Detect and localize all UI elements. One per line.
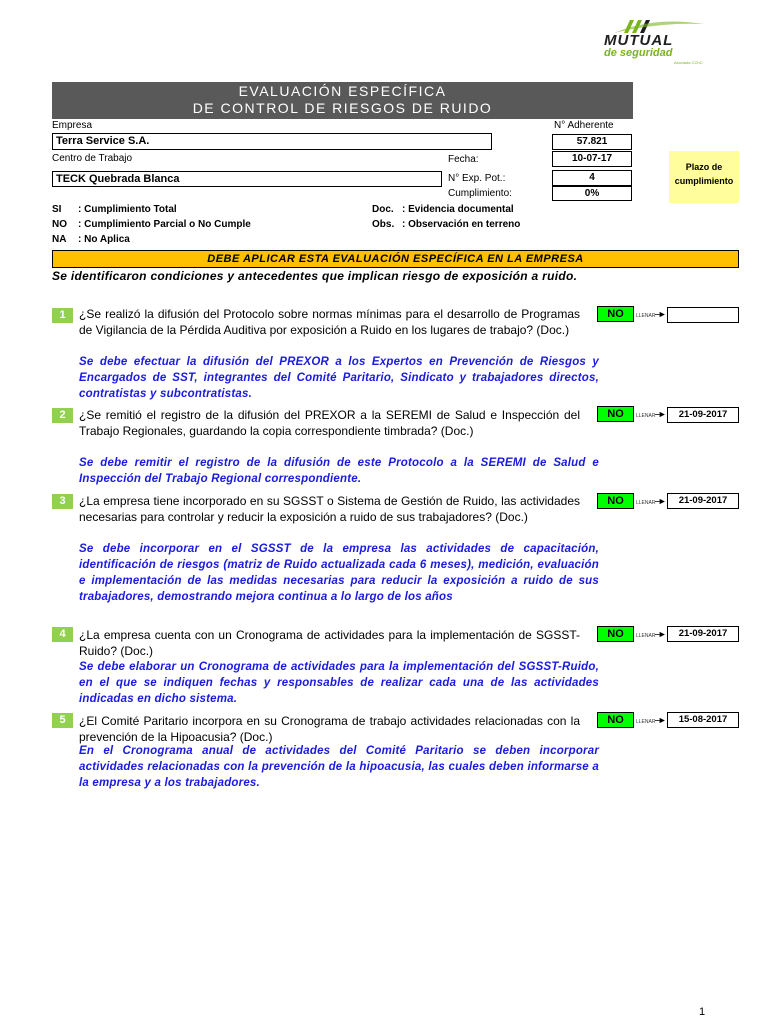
date-field[interactable]: 21-09-2017 xyxy=(667,626,739,642)
question-text: ¿La empresa tiene incorporado en su SGSST o Sistema de Gestión de Ruido, las actividades necesarias para controlar y reducir la exposición a ruido de sus trabajadores? (Doc.) xyxy=(79,494,580,524)
logo-tagline: de seguridad xyxy=(604,47,673,59)
question-answer: Se debe efectuar la difusión del PREXOR a los Expertos en Prevención de Riesgos y Encargados de SST, integrantes del Comité Paritario, Sindicato y trabajadores directos, contratistas y subcontratistas. xyxy=(79,356,599,400)
legend-code: NO xyxy=(52,219,67,230)
legend-row xyxy=(52,232,251,247)
exp-field[interactable]: 4 xyxy=(552,170,632,186)
legend-row xyxy=(52,217,251,232)
arrow-right-icon xyxy=(655,632,665,637)
question-answer: Se debe remitir el registro de la difusión de este Protocolo a la SEREMI de Salud e Inspección del Trabajo Regional correspondiente. xyxy=(79,457,599,485)
legend-desc: : No Aplica xyxy=(78,234,130,245)
cumplimiento-field: 0% xyxy=(552,186,632,201)
legend-desc: : Cumplimiento Total xyxy=(78,204,177,215)
question-answer: Se debe incorporar en el SGSST de la empresa las actividades de capacitación, identificación de riesgos (matriz de Ruido actualizada cada 6 meses), medición, evaluación e implementación de las medidas necesarias para reducir la exposición a ruido de sus trabajadores, demostrando mejora continua a lo largo de los años xyxy=(79,543,599,603)
status-select[interactable]: NO xyxy=(597,306,634,322)
apply-banner: DEBE APLICAR ESTA EVALUACIÓN ESPECÍFICA EN LA EMPRESA xyxy=(52,250,739,268)
question-number: 1 xyxy=(52,308,73,323)
status-select[interactable]: NO xyxy=(597,493,634,509)
arrow-right-icon xyxy=(655,499,665,504)
question-number: 2 xyxy=(52,408,73,423)
centro-field[interactable]: TECK Quebrada Blanca xyxy=(52,171,442,187)
arrow-right-icon xyxy=(655,412,665,417)
question-text: ¿La empresa cuenta con un Cronograma de actividades para la implementación de SGSST-Ruido? (Doc.) xyxy=(79,628,580,658)
adherente-label: N° Adherente xyxy=(554,120,614,131)
question-number: 5 xyxy=(52,713,73,728)
status-select[interactable]: NO xyxy=(597,626,634,642)
legend-code: SI xyxy=(52,204,62,215)
question-number: 4 xyxy=(52,627,73,642)
mutual-logo xyxy=(596,18,704,65)
logo-name: MUTUAL xyxy=(604,32,674,49)
plazo-cumplimiento-header xyxy=(669,151,739,203)
arrow-right-icon xyxy=(655,718,665,723)
legend-doc xyxy=(372,202,520,232)
status-select[interactable]: NO xyxy=(597,712,634,728)
legend-desc: : Cumplimiento Parcial o No Cumple xyxy=(78,219,251,230)
legend-desc: : Observación en terreno xyxy=(402,219,521,230)
question-text: ¿El Comité Paritario incorpora en su Cronograma de trabajo actividades relacionadas con la prevención de la Hipoacusia? (Doc.) xyxy=(79,714,580,744)
legend-code: NA xyxy=(52,234,67,245)
legend-row xyxy=(52,202,251,217)
date-field[interactable]: 15-08-2017 xyxy=(667,712,739,728)
cumplimiento-label: Cumplimiento: xyxy=(448,188,512,199)
date-field[interactable] xyxy=(667,307,739,323)
exp-label: N° Exp. Pot.: xyxy=(448,173,506,184)
title-line-1: EVALUACIÓN ESPECÍFICA xyxy=(238,83,447,99)
date-field[interactable]: 21-09-2017 xyxy=(667,407,739,423)
llenar-label: LLENAR xyxy=(636,632,665,639)
question-number: 3 xyxy=(52,494,73,509)
empresa-field[interactable]: Terra Service S.A. xyxy=(52,133,492,150)
intro-text: Se identificaron condiciones y antecedentes que implican riesgo de exposición a ruido. xyxy=(52,269,578,283)
question-answer: Se debe elaborar un Cronograma de actividades para la implementación del SGSST-Ruido, en el que se indiquen fechas y responsables de realizar cada una de las actividades indicadas en dicho sistema. xyxy=(79,661,599,705)
page-number: 1 xyxy=(699,1006,706,1018)
legend-code: Doc. xyxy=(372,204,394,215)
llenar-label: LLENAR xyxy=(636,718,665,725)
llenar-label: LLENAR xyxy=(636,312,665,319)
legend-row xyxy=(372,202,520,217)
empresa-label: Empresa xyxy=(52,120,93,131)
legend-code: Obs. xyxy=(372,219,395,230)
logo-sub: Asociada CChC xyxy=(674,60,703,65)
arrow-right-icon xyxy=(655,312,665,317)
llenar-label: LLENAR xyxy=(636,499,665,506)
adherente-field[interactable]: 57.821 xyxy=(552,134,632,150)
legend-desc: : Evidencia documental xyxy=(402,204,514,215)
document-title xyxy=(52,82,633,119)
legend-row xyxy=(372,217,520,232)
legend-status xyxy=(52,202,251,247)
title-line-2: DE CONTROL DE RIESGOS DE RUIDO xyxy=(192,100,493,116)
plazo-line-2: cumplimiento xyxy=(674,176,734,186)
date-field[interactable]: 21-09-2017 xyxy=(667,493,739,509)
llenar-label: LLENAR xyxy=(636,412,665,419)
centro-label: Centro de Trabajo xyxy=(52,153,133,164)
question-answer: En el Cronograma anual de actividades del Comité Paritario se deben incorporar actividades relacionadas con la prevención de la hipoacusia, las cuales deben informarse a la empresa y a los trabajadores. xyxy=(79,745,599,789)
plazo-line-1: Plazo de xyxy=(685,162,723,172)
fecha-label: Fecha: xyxy=(448,154,479,165)
question-text: ¿Se remitió el registro de la difusión del PREXOR a la SEREMI de Salud e Inspección del Trabajo Regionales, guardando la copia correspondiente timbrada? (Doc.) xyxy=(79,408,580,438)
status-select[interactable]: NO xyxy=(597,406,634,422)
fecha-field[interactable]: 10-07-17 xyxy=(552,151,632,167)
question-text: ¿Se realizó la difusión del Protocolo sobre normas mínimas para el desarrollo de Programas de Vigilancia de la Pérdida Auditiva por exposición a Ruido en los lugares de trabajo? (Doc.) xyxy=(79,307,580,337)
